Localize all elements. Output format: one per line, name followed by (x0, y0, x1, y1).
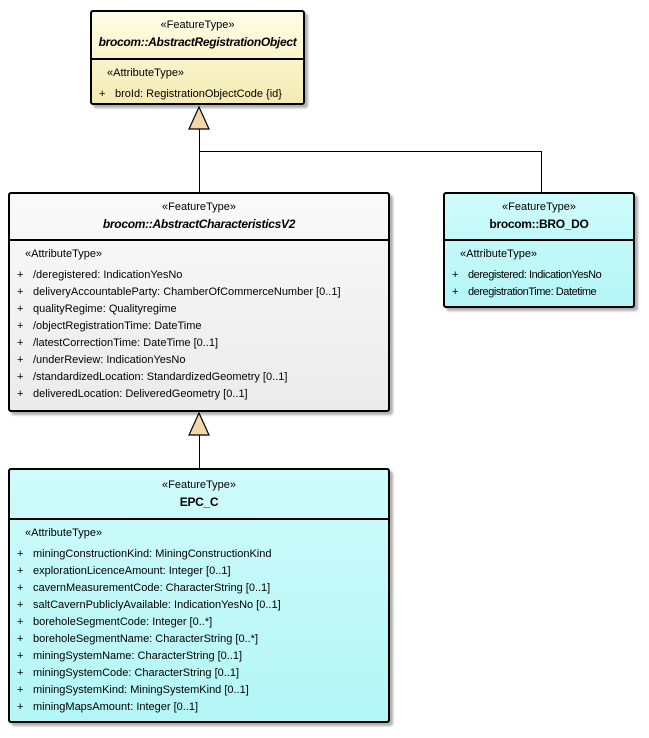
stereotype-label: «FeatureType» (160, 19, 235, 31)
attributes-compartment (445, 241, 633, 301)
visibility-marker: + (17, 320, 24, 332)
visibility-marker: + (17, 388, 24, 400)
attribute-row (17, 352, 386, 369)
attribute-text: miningConstructionKind: MiningConstructionKind (33, 548, 272, 560)
attribute-text: deliveredLocation: DeliveredGeometry [0..1] (33, 388, 248, 400)
attributes-compartment (92, 60, 303, 103)
visibility-marker: + (17, 565, 24, 577)
stereotype-label: «FeatureType» (162, 201, 236, 213)
generalization-line-acv2 (199, 129, 200, 192)
attributes-compartment (10, 241, 388, 403)
visibility-marker: + (17, 599, 24, 611)
visibility-marker: + (17, 684, 24, 696)
class-box-epc-c[interactable] (8, 468, 390, 723)
attribute-text: deliveryAccountableParty: ChamberOfCommerceNumber [0..1] (33, 286, 341, 298)
attribute-row (17, 563, 386, 580)
attribute-row (17, 386, 386, 403)
visibility-marker: + (99, 88, 106, 100)
attribute-text: /standardizedLocation: StandardizedGeometry [0..1] (33, 371, 288, 383)
class-header (10, 194, 388, 241)
attribute-row (17, 369, 386, 386)
attribute-text: cavernMeasurementCode: CharacterString [0..1] (33, 582, 271, 594)
attribute-row (17, 580, 386, 597)
attribute-stereotype-label: «AttributeType» (107, 67, 185, 79)
attribute-stereotype-label: «AttributeType» (460, 248, 538, 260)
class-box-abstract-characteristics-v2[interactable] (8, 192, 390, 412)
visibility-marker: + (17, 667, 24, 679)
class-name: brocom::AbstractCharacteristicsV2 (102, 217, 296, 231)
attribute-stereotype-label: «AttributeType» (25, 527, 103, 539)
attribute-row (17, 267, 386, 284)
attribute-text: qualityRegime: Qualityregime (33, 303, 177, 315)
attribute-text: broId: RegistrationObjectCode {id} (115, 88, 282, 100)
visibility-marker: + (17, 633, 24, 645)
visibility-marker: + (17, 371, 24, 383)
generalization-arrow-icon (188, 412, 210, 436)
attribute-text: saltCavernPubliclyAvailable: IndicationYesNo [0..1] (33, 599, 281, 611)
attribute-row (17, 682, 386, 699)
attribute-text: /deregistered: IndicationYesNo (33, 269, 183, 281)
attribute-row (17, 546, 386, 563)
attribute-list (17, 267, 386, 403)
generalization-line-epcc (199, 435, 200, 468)
visibility-marker: + (17, 354, 24, 366)
attribute-row (17, 335, 386, 352)
attribute-text: /underReview: IndicationYesNo (33, 354, 186, 366)
class-header (445, 194, 633, 241)
visibility-marker: + (17, 303, 24, 315)
attribute-list (99, 86, 301, 103)
class-box-bro-do[interactable] (443, 192, 635, 308)
visibility-marker: + (452, 269, 458, 281)
visibility-marker: + (17, 548, 24, 560)
attribute-text: explorationLicenceAmount: Integer [0..1] (33, 565, 231, 577)
visibility-marker: + (17, 650, 24, 662)
attribute-row (17, 284, 386, 301)
stereotype-label: «FeatureType» (502, 201, 576, 213)
attribute-list (452, 267, 631, 301)
visibility-marker: + (17, 337, 24, 349)
attribute-text: miningSystemCode: CharacterString [0..1] (33, 667, 240, 679)
attribute-text: /latestCorrectionTime: DateTime [0..1] (33, 337, 219, 349)
class-header (92, 12, 303, 60)
generalization-line-brodo (541, 151, 542, 192)
attribute-row (17, 699, 386, 716)
visibility-marker: + (17, 616, 24, 628)
visibility-marker: + (17, 582, 24, 594)
attribute-row (17, 301, 386, 318)
stereotype-label: «FeatureType» (162, 479, 236, 491)
attribute-row (452, 284, 631, 301)
class-header (10, 470, 388, 520)
attribute-text: deregistrationTime: Datetime (468, 286, 597, 298)
class-name: brocom::BRO_DO (489, 217, 589, 231)
visibility-marker: + (17, 269, 24, 281)
attribute-text: /objectRegistrationTime: DateTime (33, 320, 202, 332)
visibility-marker: + (17, 701, 24, 713)
attribute-row (17, 665, 386, 682)
visibility-marker: + (17, 286, 24, 298)
attribute-stereotype-label: «AttributeType» (25, 248, 103, 260)
generalization-line-branch (199, 151, 542, 152)
attribute-text: deregistered: IndicationYesNo (468, 269, 602, 281)
attribute-text: miningSystemName: CharacterString [0..1] (33, 650, 243, 662)
attribute-text: miningMapsAmount: Integer [0..1] (33, 701, 199, 713)
attribute-row (452, 267, 631, 284)
class-box-abstract-registration-object[interactable] (90, 10, 305, 105)
generalization-arrow-icon (188, 106, 210, 130)
attribute-row (17, 648, 386, 665)
attribute-row (17, 631, 386, 648)
attribute-row (99, 86, 301, 103)
attribute-row (17, 597, 386, 614)
attribute-text: boreholeSegmentName: CharacterString [0..*] (33, 633, 259, 645)
class-name: EPC_C (179, 495, 219, 509)
attribute-row (17, 614, 386, 631)
attribute-list (17, 546, 386, 716)
attribute-row (17, 318, 386, 335)
attribute-text: miningSystemKind: MiningSystemKind [0..1] (33, 684, 249, 696)
attributes-compartment (10, 520, 388, 716)
visibility-marker: + (452, 286, 458, 298)
attribute-text: boreholeSegmentCode: Integer [0..*] (33, 616, 213, 628)
class-name: brocom::AbstractRegistrationObject (98, 35, 297, 49)
